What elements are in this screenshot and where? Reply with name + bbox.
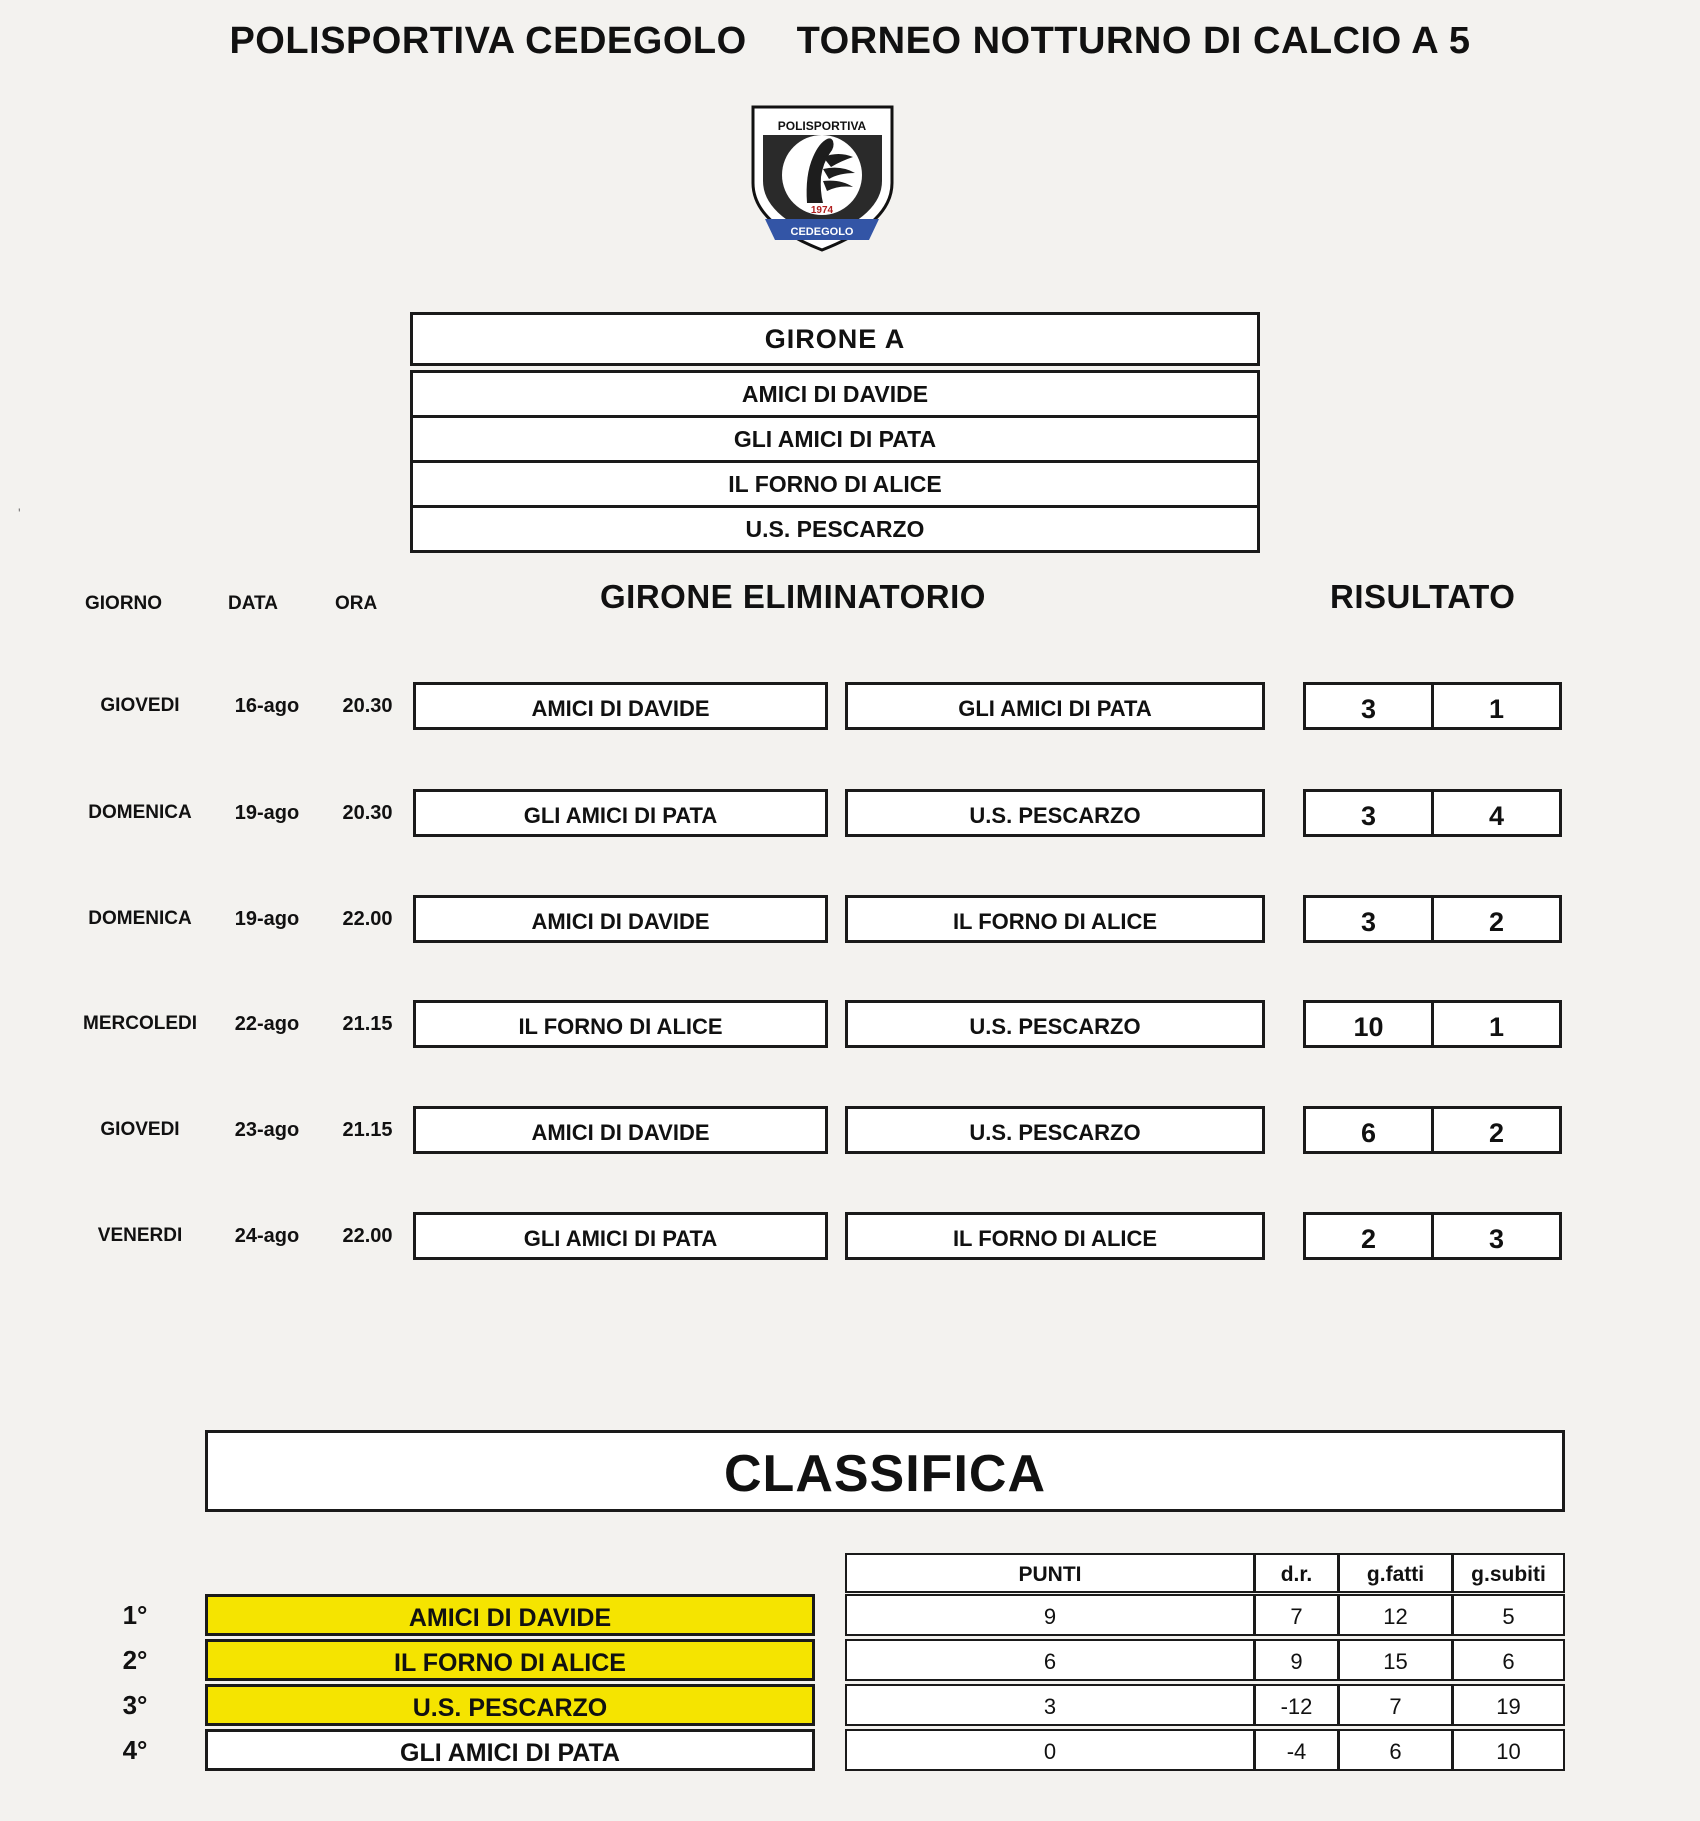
standings-gsubiti: 10: [1452, 1729, 1565, 1771]
standings-dr: -12: [1254, 1684, 1339, 1726]
svg-text:CEDEGOLO: CEDEGOLO: [790, 226, 854, 238]
match-time: 22.00: [342, 908, 393, 930]
standings-gsubiti: 19: [1452, 1684, 1565, 1726]
standings-column-punti: PUNTI: [845, 1553, 1255, 1593]
match-away-team: U.S. PESCARZO: [845, 1000, 1265, 1048]
match-home-score: 10: [1303, 1000, 1434, 1048]
match-away-score: 1: [1431, 1000, 1562, 1048]
column-header-day: GIORNO: [85, 593, 163, 614]
match-date: 24-ago: [234, 1225, 300, 1247]
match-row: [0, 895, 1700, 943]
match-away-score: 2: [1431, 895, 1562, 943]
organization-title: POLISPORTIVA CEDEGOLO: [229, 20, 747, 62]
standings-gfatti: 7: [1338, 1684, 1453, 1726]
match-date: 16-ago: [234, 695, 300, 717]
standings-punti: 0: [845, 1729, 1255, 1771]
match-home-score: 6: [1303, 1106, 1434, 1154]
standings-position: 4°: [122, 1735, 148, 1765]
svg-text:1974: 1974: [810, 205, 834, 216]
standings-title: CLASSIFICA: [205, 1430, 1565, 1512]
column-header-time: ORA: [335, 593, 378, 614]
match-date: 23-ago: [234, 1119, 300, 1141]
standings-team: U.S. PESCARZO: [205, 1684, 815, 1726]
standings-punti: 9: [845, 1594, 1255, 1636]
standings-punti: 6: [845, 1639, 1255, 1681]
standings-position: 2°: [122, 1645, 148, 1675]
standings-gsubiti: 5: [1452, 1594, 1565, 1636]
match-home-team: AMICI DI DAVIDE: [413, 1106, 828, 1154]
standings-position: 3°: [122, 1690, 148, 1720]
match-time: 22.00: [342, 1225, 393, 1247]
girone-heading: GIRONE A: [410, 312, 1260, 366]
match-row: [0, 1000, 1700, 1048]
match-date: 22-ago: [234, 1013, 300, 1035]
match-day: DOMENICA: [88, 802, 192, 823]
match-home-score: 3: [1303, 682, 1434, 730]
column-header-date: DATA: [228, 593, 278, 614]
match-day: GIOVEDI: [100, 695, 180, 716]
standings-position: 1°: [122, 1600, 148, 1630]
match-home-team: AMICI DI DAVIDE: [413, 682, 828, 730]
standings-punti: 3: [845, 1684, 1255, 1726]
match-away-score: 1: [1431, 682, 1562, 730]
match-time: 21.15: [342, 1013, 393, 1035]
match-time: 20.30: [342, 695, 393, 717]
standings-column-gfatti: g.fatti: [1338, 1553, 1453, 1593]
match-home-score: 2: [1303, 1212, 1434, 1260]
match-home-team: AMICI DI DAVIDE: [413, 895, 828, 943]
match-away-team: U.S. PESCARZO: [845, 1106, 1265, 1154]
match-away-team: GLI AMICI DI PATA: [845, 682, 1265, 730]
match-away-score: 4: [1431, 789, 1562, 837]
scan-speck: ': [18, 505, 21, 521]
standings-dr: 9: [1254, 1639, 1339, 1681]
standings-dr: 7: [1254, 1594, 1339, 1636]
standings-header-row: [845, 1553, 1565, 1593]
match-day: MERCOLEDI: [83, 1013, 197, 1034]
match-row: [0, 789, 1700, 837]
polisportiva-crest-icon: [735, 95, 910, 260]
standings-row: [0, 1639, 1700, 1681]
tournament-title: TORNEO NOTTURNO DI CALCIO A 5: [796, 20, 1471, 62]
match-away-team: U.S. PESCARZO: [845, 789, 1265, 837]
match-home-score: 3: [1303, 895, 1434, 943]
standings-gsubiti: 6: [1452, 1639, 1565, 1681]
match-day: GIOVEDI: [100, 1119, 180, 1140]
girone-team: GLI AMICI DI PATA: [410, 415, 1260, 463]
girone-team: IL FORNO DI ALICE: [410, 460, 1260, 508]
match-time: 21.15: [342, 1119, 393, 1141]
match-home-team: IL FORNO DI ALICE: [413, 1000, 828, 1048]
standings-dr: -4: [1254, 1729, 1339, 1771]
match-row: [0, 1212, 1700, 1260]
match-home-team: GLI AMICI DI PATA: [413, 1212, 828, 1260]
match-away-score: 3: [1431, 1212, 1562, 1260]
poster-title: [0, 20, 1700, 63]
match-away-team: IL FORNO DI ALICE: [845, 895, 1265, 943]
standings-team: GLI AMICI DI PATA: [205, 1729, 815, 1771]
standings-gfatti: 12: [1338, 1594, 1453, 1636]
match-row: [0, 682, 1700, 730]
standings-team: IL FORNO DI ALICE: [205, 1639, 815, 1681]
standings-team: AMICI DI DAVIDE: [205, 1594, 815, 1636]
match-time: 20.30: [342, 802, 393, 824]
standings-row: [0, 1684, 1700, 1726]
match-day: VENERDI: [97, 1225, 183, 1246]
column-header-result: RISULTATO: [1330, 578, 1516, 615]
match-day: DOMENICA: [88, 908, 192, 929]
standings-gfatti: 6: [1338, 1729, 1453, 1771]
match-home-team: GLI AMICI DI PATA: [413, 789, 828, 837]
standings-gfatti: 15: [1338, 1639, 1453, 1681]
match-date: 19-ago: [234, 908, 300, 930]
match-away-team: IL FORNO DI ALICE: [845, 1212, 1265, 1260]
section-title-girone-eliminatorio: GIRONE ELIMINATORIO: [600, 578, 986, 615]
standings-column-dr: d.r.: [1254, 1553, 1339, 1593]
girone-block: [410, 312, 1260, 553]
svg-text:POLISPORTIVA: POLISPORTIVA: [777, 119, 867, 133]
match-away-score: 2: [1431, 1106, 1562, 1154]
match-date: 19-ago: [234, 802, 300, 824]
standings-column-gsubiti: g.subiti: [1452, 1553, 1565, 1593]
standings-row: [0, 1729, 1700, 1771]
match-row: [0, 1106, 1700, 1154]
girone-team: AMICI DI DAVIDE: [410, 370, 1260, 418]
match-home-score: 3: [1303, 789, 1434, 837]
standings-row: [0, 1594, 1700, 1636]
girone-team: U.S. PESCARZO: [410, 505, 1260, 553]
